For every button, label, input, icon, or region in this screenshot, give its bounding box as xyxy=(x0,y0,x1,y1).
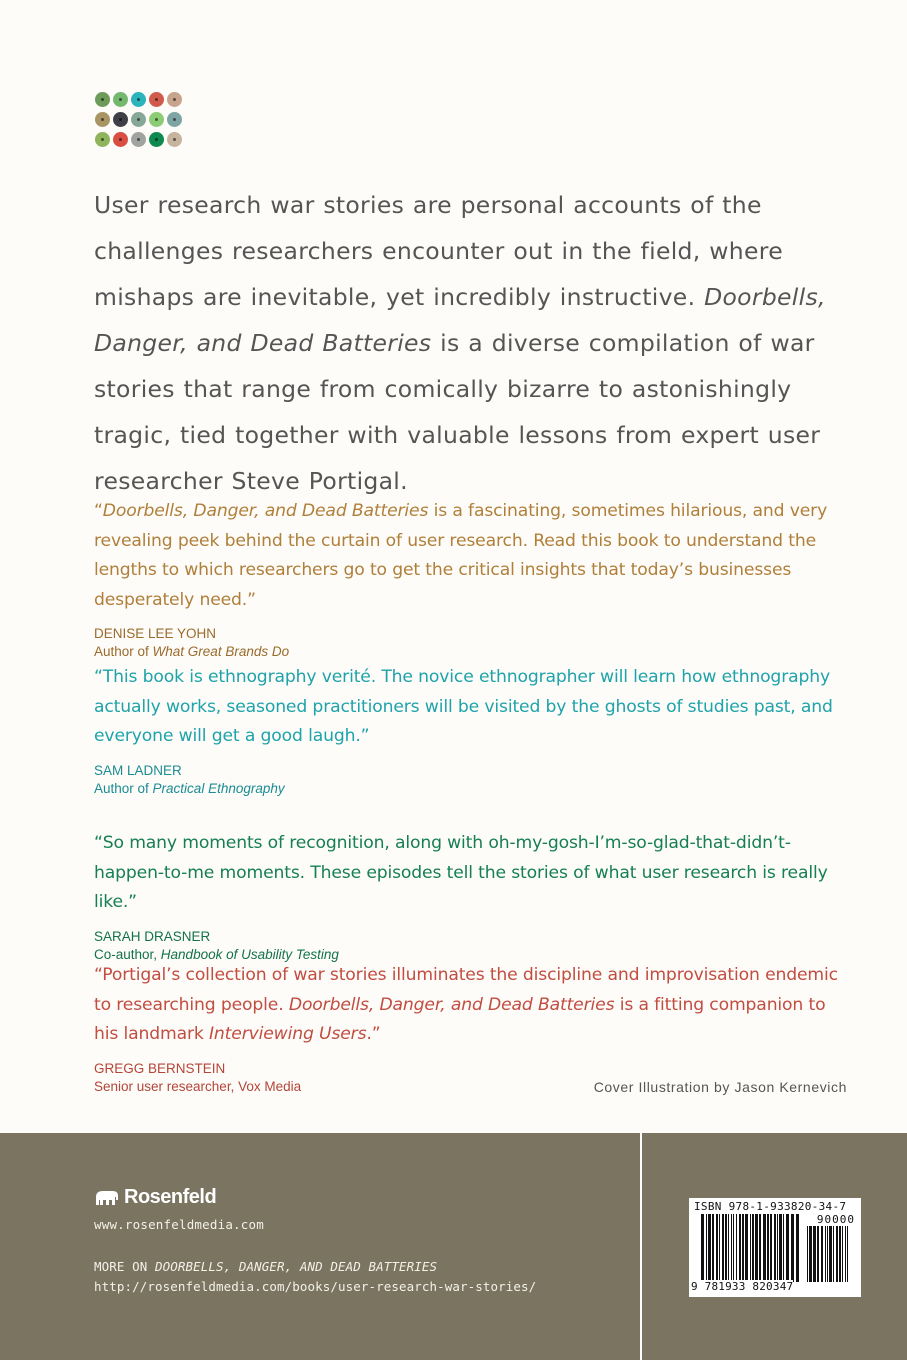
dot-icon xyxy=(95,132,110,147)
barcode-bar xyxy=(807,1226,808,1282)
isbn-number: ISBN 978-1-933820-34-7 xyxy=(694,1200,847,1213)
quote-body: is a fascinating, sometimes hilarious, and very revealing peek behind the curtain of user research. Read this book to understand the lengths to which researchers go to get the critical insights that today’s businesses desperately need.” xyxy=(94,501,828,610)
barcode-bar xyxy=(833,1226,834,1282)
barcode-bar xyxy=(770,1214,772,1282)
barcode-bars-main xyxy=(701,1214,801,1282)
role-book-title: What Great Brands Do xyxy=(152,644,290,659)
dot-icon xyxy=(167,92,182,107)
dot-grid-logo xyxy=(95,92,185,152)
barcode-bar xyxy=(774,1214,776,1282)
barcode-bar xyxy=(786,1214,789,1282)
barcode-bar xyxy=(847,1226,848,1282)
barcode-bar xyxy=(719,1214,720,1282)
dot-icon xyxy=(113,132,128,147)
testimonial-3 xyxy=(94,829,854,965)
testimonial-author: DENISE LEE YOHN xyxy=(94,626,217,641)
quote-book-title: Doorbells, Danger, and Dead Batteries xyxy=(102,501,429,521)
testimonial-text xyxy=(94,497,854,615)
testimonial-text: “So many moments of recognition, along with oh-my-gosh-I’m-so-glad-that-didn’t-happen-to-me moments. These episodes tell the stories of what user research is really like.” xyxy=(94,833,828,912)
barcode-bar xyxy=(759,1214,761,1282)
barcode-bar xyxy=(701,1214,704,1282)
barcode-bar xyxy=(777,1214,778,1282)
barcode-bar xyxy=(779,1214,782,1282)
testimonial-1 xyxy=(94,497,854,662)
barcode-bar xyxy=(827,1226,828,1282)
barcode-bar xyxy=(783,1214,784,1282)
barcode-bar xyxy=(716,1214,718,1282)
role-prefix: Co-author, xyxy=(94,946,161,962)
elephant-icon xyxy=(94,1189,120,1207)
barcode-bar xyxy=(817,1226,819,1282)
blurb-book-title: Doorbells, Danger, and Dead Batteries xyxy=(94,283,826,357)
quote-close: .” xyxy=(366,1024,381,1044)
dot-icon xyxy=(95,112,110,127)
barcode-bar xyxy=(796,1214,799,1282)
cover-illustration-credit: Cover Illustration by Jason Kernevich xyxy=(593,1079,847,1095)
barcode-bar xyxy=(845,1226,846,1282)
publisher-logo xyxy=(94,1186,216,1209)
barcode-bar xyxy=(733,1214,734,1282)
barcode-bar xyxy=(829,1226,832,1282)
quote-body-2: is a fitting companion to his landmark xyxy=(94,994,826,1044)
dot-icon xyxy=(149,112,164,127)
footer-divider xyxy=(640,1133,642,1360)
more-info-url[interactable]: http://rosenfeldmedia.com/books/user-research-war-stories/ xyxy=(94,1279,537,1294)
dot-icon xyxy=(131,92,146,107)
barcode-bar xyxy=(755,1214,758,1282)
testimonial-author: GREGG BERNSTEIN xyxy=(94,1060,226,1076)
role-book-title: Practical Ethnography xyxy=(152,780,285,796)
barcode-digits: 9 781933 820347 xyxy=(691,1280,794,1293)
dot-icon xyxy=(149,132,164,147)
price-code: 90000 xyxy=(816,1213,855,1226)
role-book-title: Handbook of Usability Testing xyxy=(160,946,339,962)
barcode-bar xyxy=(736,1214,737,1282)
testimonial-author-role xyxy=(94,642,854,662)
barcode-bar xyxy=(750,1214,751,1282)
role-prefix: Author of xyxy=(94,644,153,659)
barcode-bar xyxy=(791,1214,794,1282)
blurb-text-2: is a diverse compilation of war stories that range from comically bizarre to astonishingly tragic, tied together with valuable lessons from expert user researcher Steve Portigal. xyxy=(94,329,821,495)
barcode-bar xyxy=(842,1226,843,1282)
testimonial-text: “This book is ethnography verité. The novice ethnographer will learn how ethnography actually works, seasoned practitioners will be visited by the ghosts of studies past, and everyone will get a good laugh.” xyxy=(94,667,833,746)
barcode-bar xyxy=(739,1214,741,1282)
barcode-bar xyxy=(821,1226,823,1282)
barcode-bar xyxy=(722,1214,724,1282)
quote-book-title: Doorbells, Danger, and Dead Batteries xyxy=(288,994,615,1015)
barcode-bar xyxy=(839,1226,841,1282)
dot-icon xyxy=(131,132,146,147)
dot-icon xyxy=(95,92,110,107)
isbn-barcode xyxy=(689,1198,861,1297)
barcode-bar xyxy=(752,1214,754,1282)
dot-icon xyxy=(149,92,164,107)
barcode-bar xyxy=(745,1214,748,1282)
publisher-name: Rosenfeld xyxy=(124,1186,217,1208)
book-blurb xyxy=(94,182,854,504)
barcode-bar xyxy=(825,1226,826,1282)
barcode-bar xyxy=(742,1214,744,1282)
dot-row xyxy=(95,92,185,107)
dot-icon xyxy=(131,112,146,127)
testimonial-author: SARAH DRASNER xyxy=(94,928,211,944)
dot-icon xyxy=(167,132,182,147)
dot-icon xyxy=(113,112,128,127)
dot-row xyxy=(95,132,185,147)
barcode-bar xyxy=(725,1214,727,1282)
testimonial-text xyxy=(94,961,854,1050)
quote-open-mark: “ xyxy=(94,501,103,521)
testimonial-2 xyxy=(94,663,854,799)
quote-body-1: “Portigal’s collection of war stories illuminates the discipline and improvisation endemic to researching people. xyxy=(94,965,838,1015)
barcode-bar xyxy=(712,1214,714,1282)
blurb-text-1: User research war stories are personal accounts of the challenges researchers encounter out in the field, where mishaps are inevitable, yet incredibly instructive. xyxy=(94,191,783,311)
testimonial-4 xyxy=(94,961,854,1097)
quote-book-title-2: Interviewing Users xyxy=(209,1024,367,1044)
barcode-bars-addon xyxy=(807,1226,851,1282)
barcode-bar xyxy=(836,1226,838,1282)
more-info-block xyxy=(94,1259,536,1294)
dot-icon xyxy=(113,92,128,107)
barcode-bar xyxy=(728,1214,729,1282)
dot-icon xyxy=(167,112,182,127)
barcode-bar xyxy=(813,1226,816,1282)
testimonial-author: SAM LADNER xyxy=(94,762,182,778)
barcode-bar xyxy=(767,1214,769,1282)
more-label-title: DOORBELLS, DANGER, AND DEAD BATTERIES xyxy=(155,1259,438,1274)
barcode-bar xyxy=(763,1214,766,1282)
more-label-prefix: MORE ON xyxy=(94,1259,156,1274)
barcode-bar xyxy=(708,1214,711,1282)
barcode-bar xyxy=(809,1226,812,1282)
testimonial-author-role: Senior user researcher, Vox Media xyxy=(94,1078,302,1094)
role-prefix: Author of xyxy=(94,780,153,796)
publisher-website[interactable]: www.rosenfeldmedia.com xyxy=(94,1217,264,1232)
barcode-bar xyxy=(731,1214,732,1282)
testimonial-author-role xyxy=(94,779,854,799)
more-info-label xyxy=(94,1259,536,1274)
dot-row xyxy=(95,112,185,127)
barcode-bar xyxy=(706,1214,707,1282)
